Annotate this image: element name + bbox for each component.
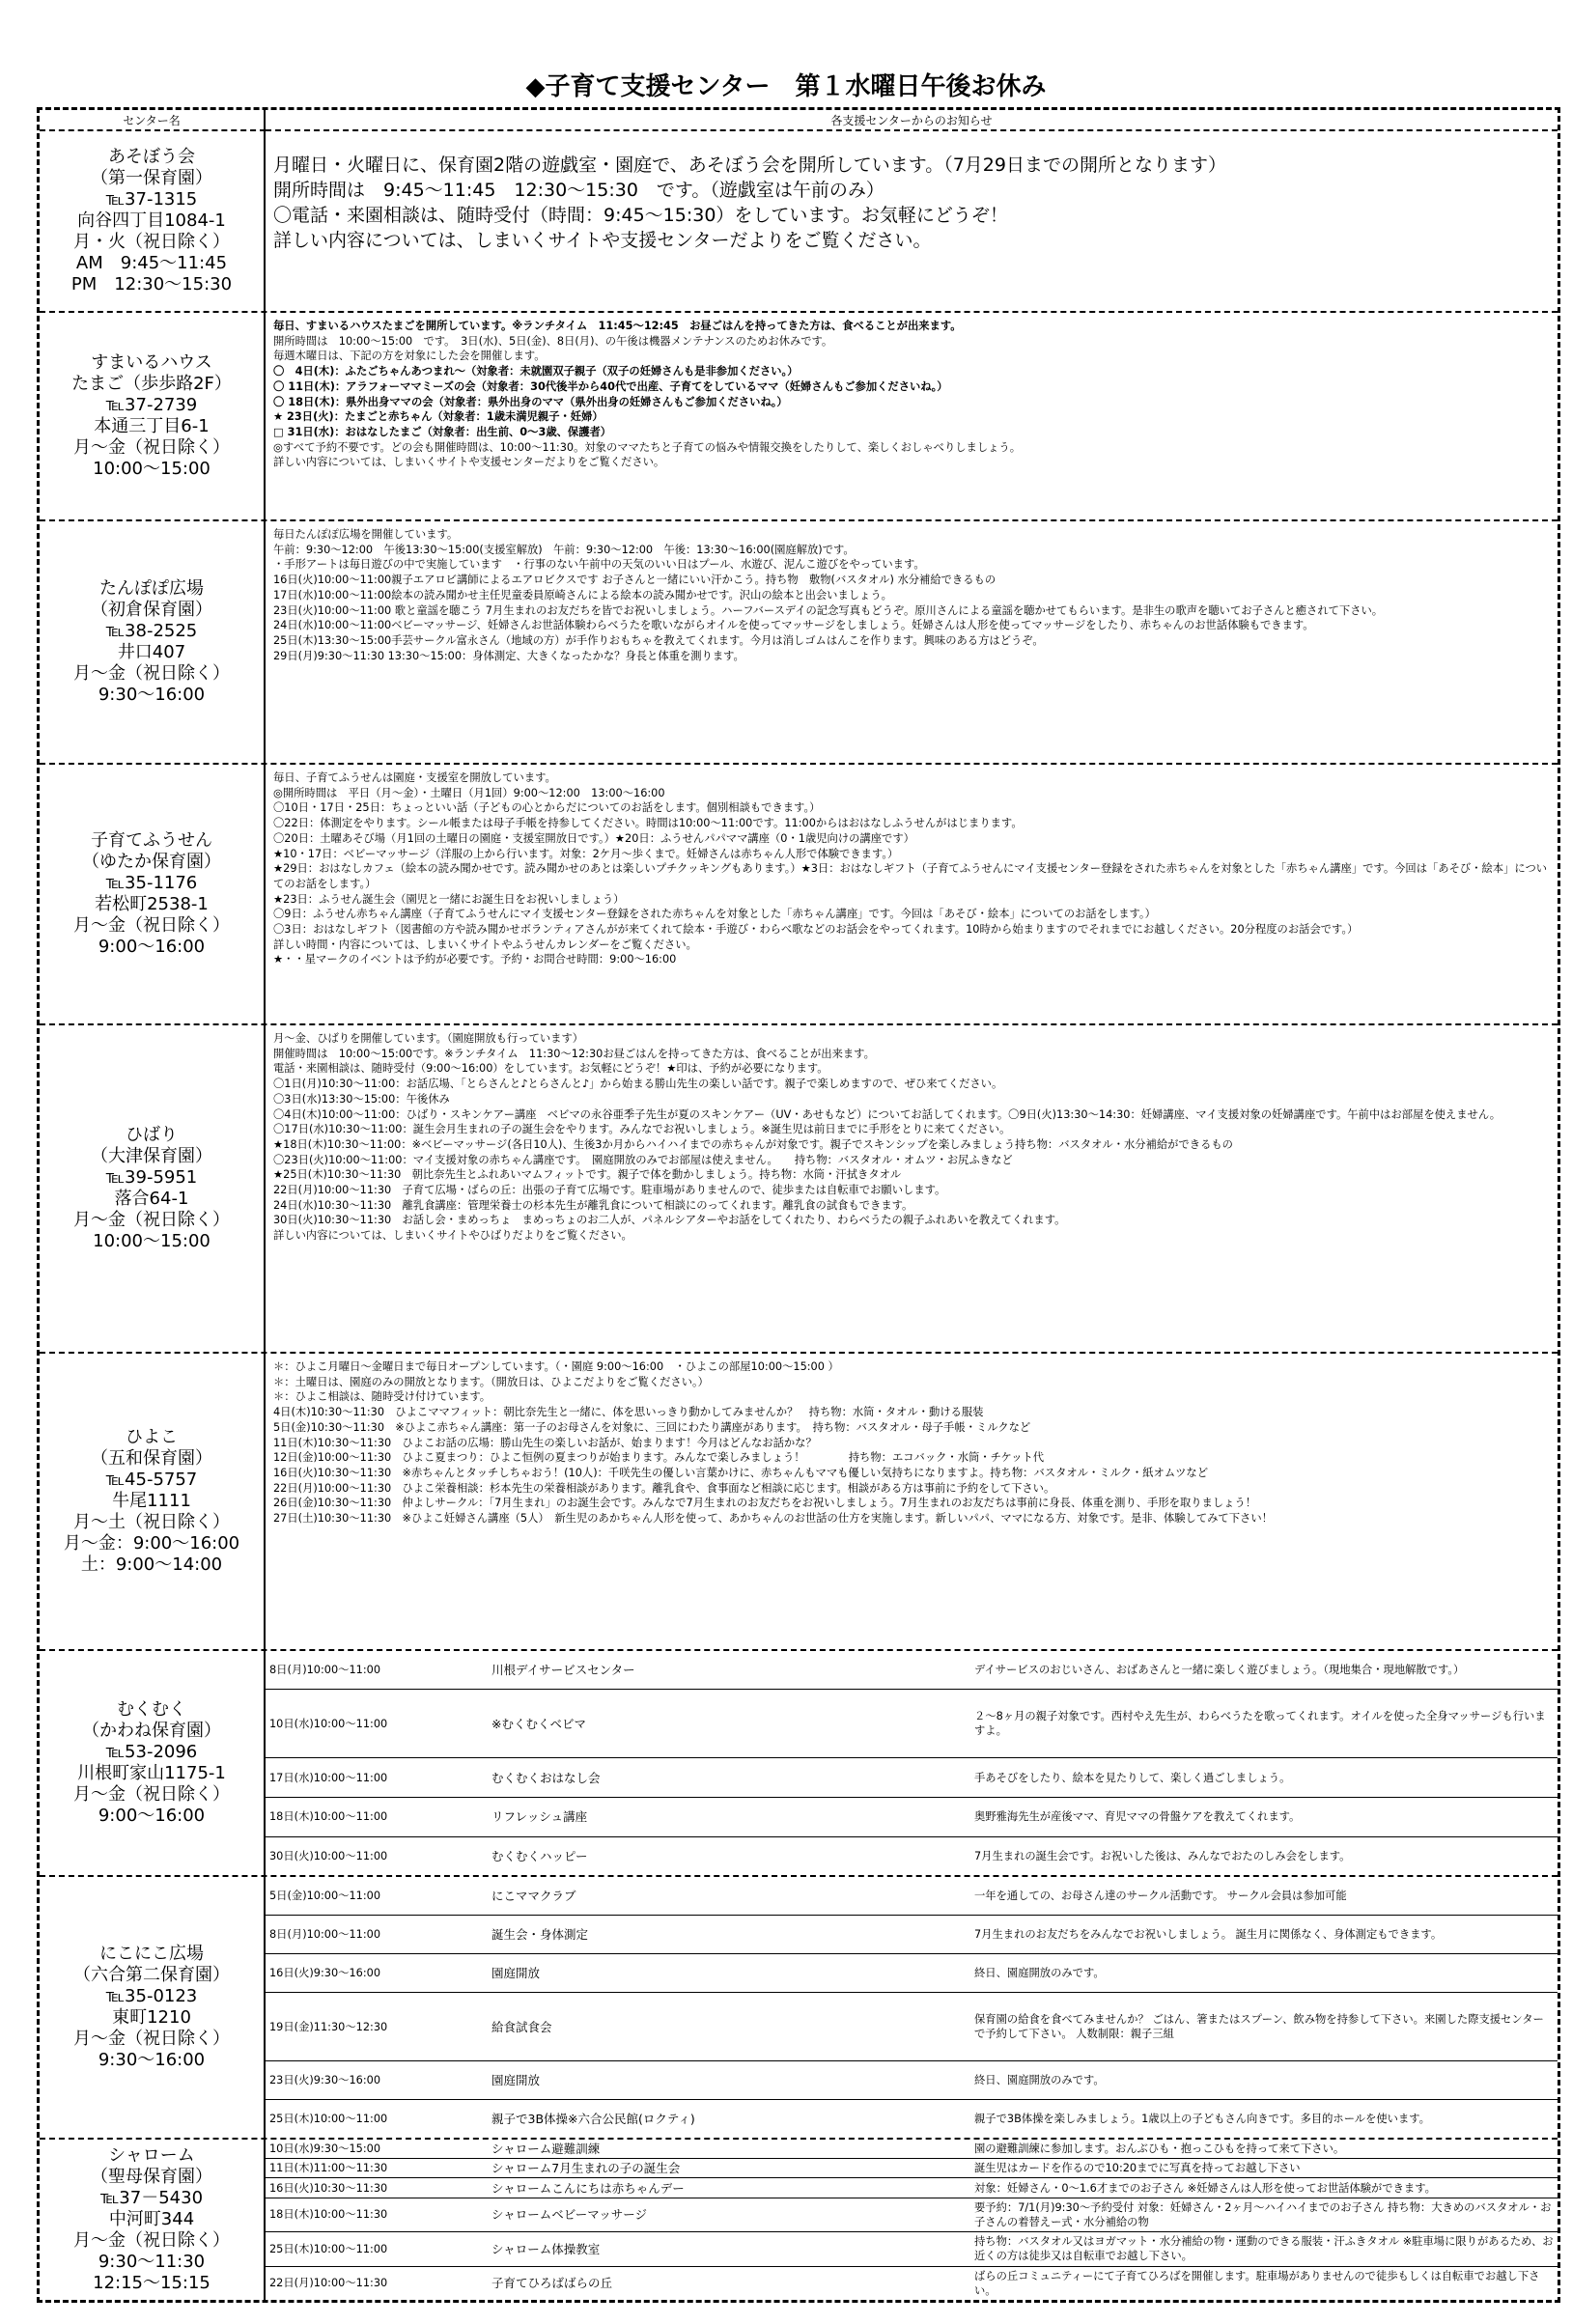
- center-row-nikoniko: [40, 1875, 1558, 2138]
- event-table: [266, 2140, 1558, 2300]
- center-hours: 9:30～11:30: [98, 2252, 206, 2272]
- center-hours: 9:00～16:00: [98, 937, 206, 957]
- center-row-hibari: [40, 1023, 1558, 1352]
- center-address: 川根町家山1175-1: [77, 1763, 226, 1783]
- event-row: [266, 2100, 1558, 2138]
- center-info: [40, 1651, 266, 1875]
- center-nursery: （初倉保育園）: [91, 600, 212, 620]
- center-phone: ℡37-1315: [105, 189, 198, 210]
- notice-line: ◎すべて予約不要です。どの会も開催時間は、10:00～11:30。対象のママたちと子育ての悩みや情報交換をしたりして、楽しくおしゃべりしましょう。: [273, 440, 1022, 454]
- notice-line: 〇9日：ふうせん赤ちゃん講座（子育てふうせんにマイ支援センター登録をされた赤ちゃんを対象とした「赤ちゃん講座」です。今回は「あそび・絵本」についてのお話をします。）: [273, 908, 1156, 921]
- notice-line: 23日(火)10:00～11:00 歌と童謡を聴こう 7月生まれのお友だちを皆でお祝いしましょう。ハーフバースデイの記念写真もどうぞ。原川さんによる童謡を聴かせてもらいます。是非生の歌声を聴いてお子さんと癒されて下さい。: [273, 603, 1384, 617]
- center-phone: ℡53-2096: [105, 1742, 198, 1762]
- notice-line: 29日(月)9:30～11:30 13:30～15:00：身体測定、大きくなったかな？身長と体重を測ります。: [273, 649, 744, 662]
- center-days: 月・火（祝日除く）: [73, 232, 230, 252]
- center-address: 向谷四丁目1084-1: [77, 210, 226, 231]
- event-name: 給食試食会: [488, 1993, 970, 2061]
- center-hours: 9:00～16:00: [98, 1806, 206, 1826]
- notice-line: 毎日、子育てふうせんは園庭・支援室を開放しています。: [273, 771, 556, 784]
- notice-line: 毎週木曜日は、下記の方を対象にした会を開催します。: [273, 350, 546, 363]
- center-info: [40, 521, 266, 763]
- notice-line: 詳しい内容については、しまいくサイトや支援センターだよりをご覧ください。: [273, 456, 665, 469]
- notice-line: ★29日：おはなしカフェ（絵本の読み聞かせです。読み聞かせのあとは楽しいプチクッキングもあります。）★3日：おはなしギフト（子育てふうせんにマイ支援センター登録をされた赤ちゃんを対象とした「赤ちゃん講座」です。今回は「あそび・絵本」についてのお話をします。）: [273, 862, 1548, 890]
- notice-line: ★23日：ふうせん誕生会（園児と一緒にお誕生日をお祝いしましょう）: [273, 892, 625, 906]
- notice-line: 月曜日・火曜日に、保育園2階の遊戯室・園庭で、あそぼう会を開所しています。（7月29日までの開所となります）: [273, 154, 1226, 176]
- notice-line: ★18日(木)10:30～11:00：※ベビーマッサージ(各日10人)、生後3か月からハイハイまでの赤ちゃんが対象です。親子でスキンシップを楽しみましょう持ち物：バスタオル・水分補給ができるもの: [273, 1137, 1233, 1151]
- event-name: シャロームこんにちは赤ちゃんデー: [488, 2178, 970, 2198]
- event-desc: ２～8ヶ月の親子対象です。西村やえ先生が、わらべうたを歌ってくれます。オイルを使った全身マッサージも行いますよ。: [970, 1690, 1558, 1758]
- notice-line: 30日(火)10:30～11:30 お話し会・まめっちょ まめっちょのお二人が、パネルシアターやお話をしてくれたり、わらべうたの親子ふれあいを教えてくれます。: [273, 1214, 1066, 1227]
- center-info: [40, 1877, 266, 2138]
- center-nursery: たまご（歩歩路2F）: [71, 374, 232, 394]
- header-center-name: センター名: [40, 110, 266, 131]
- notice-line: ★10・17日：ベビーマッサージ（洋服の上から行います。対象：2ケ月～歩くまで。妊婦さんは赤ちゃん人形で体験できます。）: [273, 847, 899, 860]
- event-desc: 7月生まれの誕生会です。お祝いした後は、みんなでおたのしみ会をします。: [974, 1849, 1351, 1862]
- event-name: 子育てひろばばらの丘: [491, 2276, 613, 2291]
- notice-line: 月～金、ひばりを開催しています。（園庭開放も行っています）: [273, 1032, 584, 1045]
- center-phone: ℡35-0123: [105, 1986, 198, 2006]
- center-notice: [266, 765, 1558, 1023]
- event-date: 19日(金)11:30～12:30: [266, 1993, 488, 2061]
- event-row: [266, 2159, 1558, 2178]
- notice-line: ◎開所時間は 平日（月～金）・土曜日（月1回）9:00～12:00 13:00～16:00: [273, 786, 665, 799]
- event-row: [266, 1798, 1558, 1837]
- center-days: 月～土（祝日除く）: [73, 1512, 230, 1532]
- event-desc: 対象：妊婦さん・0～1.6才までのお子さん ※妊婦さんは人形を使ってお世話体験ができます。: [970, 2178, 1558, 2198]
- center-nursery: （六合第二保育園）: [73, 1965, 230, 1985]
- notice-line: ＊：土曜日は、園庭のみの開放となります。（開放日は、ひよこだよりをご覧ください。）: [273, 1375, 709, 1388]
- notice-line: 16日(火)10:00～11:00親子エアロビ講師によるエアロビクスです お子さんと一緒にいい汗かこう。持ち物 敷物(バスタオル) 水分補給できるもの: [273, 574, 997, 587]
- event-name: 誕生会・身体測定: [488, 1915, 970, 1953]
- event-desc: 園の避難訓練に参加します。おんぶひも・抱っこひもを持って来て下さい。: [970, 2140, 1558, 2159]
- center-info: [40, 1354, 266, 1649]
- page-title: ◆子育て支援センター 第１水曜日午後お休み: [525, 72, 1047, 101]
- center-days: 月～金（祝日除く）: [73, 663, 230, 684]
- center-hours: AM 9:45～11:45: [75, 253, 228, 273]
- center-days: 月～金（祝日除く）: [73, 1210, 230, 1230]
- center-notice: [266, 1354, 1558, 1649]
- schedule-table: [37, 107, 1560, 2303]
- notice-line: 〇20日：土曜あそび場（月1回の土曜日の園庭・支援室開放日です。）★20日：ふうせんパパママ講座（0・1歳児向けの講座です）: [273, 831, 914, 845]
- center-info: [40, 1025, 266, 1352]
- notice-line: 毎日、すまいるハウスたまごを開所しています。※ランチタイム 11:45～12:45 お昼ごはんを持ってきた方は、食べることが出来ます。: [273, 320, 962, 332]
- event-name: シャローム避難訓練: [488, 2140, 970, 2159]
- event-row: [266, 1758, 1558, 1798]
- event-desc: デイサービスのおじいさん、おばあさんと一緒に楽しく遊びましょう。（現地集合・現地解散です。）: [970, 1651, 1558, 1690]
- notice-line: 開催時間は 10:00～15:00です。※ランチタイム 11:30～12:30お昼ごはんを持ってきた方は、食べることが出来ます。: [273, 1047, 875, 1060]
- event-date: 25日(木)10:00～11:00: [266, 2232, 488, 2266]
- event-date: 25日(木)10:00～11:00: [269, 2113, 388, 2126]
- center-days: 月～金（祝日除く）: [73, 437, 230, 458]
- center-info: [40, 765, 266, 1023]
- center-row-fuusen: [40, 763, 1558, 1023]
- center-address: 落合64-1: [114, 1189, 189, 1209]
- notice-line: 〇 4日(木)：ふたごちゃんあつまれ～（対象者：未就園双子親子（双子の妊婦さんも是非参加ください。）: [273, 365, 799, 378]
- event-desc: 持ち物：バスタオル又はヨガマット・水分補給の物・運動のできる服装・汗ふきタオル ※駐車場に限りがあるため、お近くの方は徒歩又は自転車でお越し下さい。: [970, 2232, 1558, 2266]
- center-notice: [266, 521, 1558, 763]
- notice-line: ★25日(木)10:30～11:30 朝比奈先生とふれあいマムフィットです。親子で体を動かしましょう。持ち物：水筒・汗拭きタオル: [273, 1168, 902, 1182]
- event-name: ※むくむくベビマ: [488, 1690, 970, 1758]
- event-desc: 一年を通しての、お母さん達のサークル活動です。 サークル会員は参加可能: [970, 1877, 1558, 1915]
- notice-line: ★ 23日(火)：たまごと赤ちゃん（対象者：1歳未満児親子・妊婦）: [273, 410, 604, 424]
- center-nursery: （かわね保育園）: [82, 1721, 221, 1741]
- center-days: 月～金（祝日除く）: [73, 1784, 230, 1805]
- notice-line: 22日(月)10:00～11:30 ひよこ栄養相談：杉本先生の栄養相談があります。離乳食や、食事面など相談に応じます。相談がある方は事前に予約をして下さい。: [273, 1481, 1055, 1495]
- header-notice: 各支援センターからのお知らせ: [266, 110, 1558, 131]
- center-name: すまいるハウス: [91, 352, 212, 373]
- event-name: リフレッシュ講座: [488, 1798, 970, 1837]
- notice-line: ＊：ひよこ月曜日～金曜日まで毎日オープンしています。（・園庭 9:00～16:00 ・ひよこの部屋10:00～15:00 ）: [273, 1360, 839, 1373]
- center-nursery: （聖母保育園）: [91, 2167, 212, 2187]
- event-table: [266, 1877, 1558, 2138]
- notice-line: 詳しい時間・内容については、しまいくサイトやふうせんカレンダーをご覧ください。: [273, 938, 697, 951]
- event-date: 16日(火)9:30～16:00: [266, 1954, 488, 1993]
- notice-line: 〇17日(水)10:30～11:00：誕生会月生まれの子の誕生会をやります。みんなでお祝いしましょう。※誕生児は前日までに手形をとりに来てください。: [273, 1123, 1011, 1136]
- center-address: 本通三丁目6-1: [94, 416, 210, 436]
- event-table: [266, 1651, 1558, 1875]
- notice-line: 詳しい内容については、しまいくサイトや支援センターだよりをご覧ください。: [273, 230, 932, 251]
- event-date: 10日(水)10:00～11:00: [266, 1690, 488, 1758]
- notice-line: 24日(水)10:00～11:00ベビーマッサージ、妊婦さんお世話体験わらべうたを歌いながらオイルを使ってマッサージをしましょう。妊婦さんは人形を使ってマッサージをしたり、赤ちゃんのお世話体験もできます。: [273, 619, 1314, 632]
- center-nursery: （第一保育園）: [91, 168, 212, 188]
- notice-line: 25日(木)13:30～15:00手芸サークル富永さん（地域の方）が手作りおもちゃを教えてくれます。今月は消しゴムはんこを作ります。興味のある方はどうぞ。: [273, 633, 1044, 647]
- event-name: シャロームベビーマッサージ: [488, 2198, 970, 2231]
- notice-line: □ 31日(水)：おはなしたまご（対象者：出生前、0～3歳、保護者）: [273, 425, 612, 438]
- event-row: [266, 2060, 1558, 2099]
- notice-line: 開所時間は 10:00～15:00 です。 3日(水)、5日(金)、8日(月)、の午後は機器メンテナンスのためお休みです。: [273, 334, 833, 348]
- event-name: 園庭開放: [488, 1954, 970, 1993]
- center-row-shalom: [40, 2138, 1558, 2300]
- center-name: ひばり: [126, 1125, 178, 1145]
- event-desc: 7月生まれのお友だちをみんなでお祝いしましょう。 誕生月に関係なく、身体測定もできます。: [970, 1915, 1558, 1953]
- center-phone: ℡37－5430: [99, 2188, 204, 2208]
- center-row-asobou: [40, 131, 1558, 311]
- event-row: [266, 1954, 1558, 1993]
- notice-line: 5日(金)10:30～11:30 ※ひよこ赤ちゃん講座：第一子のお母さんを対象に、三回にわたり講座があります。 持ち物：バスタオル・母子手帳・ミルクなど: [273, 1420, 1031, 1434]
- center-name: あそぼう会: [108, 147, 195, 167]
- center-hours: 12:15～15:15: [93, 2273, 211, 2293]
- event-desc: 誕生児はカードを作るので10:20までに写真を持ってお越し下さい: [970, 2159, 1558, 2178]
- notice-line: ★・・星マークのイベントは予約が必要です。予約・お問合せ時間：9:00～16:00: [273, 953, 677, 966]
- event-row: [266, 1651, 1558, 1690]
- event-date: 22日(月)10:00～11:30: [269, 2277, 388, 2290]
- notice-line: 〇電話・来園相談は、随時受付（時間：9:45～15:30）をしています。お気軽にどうぞ！: [273, 205, 1008, 226]
- center-row-tanpopo: [40, 519, 1558, 763]
- notice-line: 27日(土)10:30～11:30 ※ひよこ妊婦さん講座（5人） 新生児のあかちゃん人形を使って、あかちゃんのお世話の仕方を実施します。新しいパパ、ママになる方、対象です。是非、体験してみて下さい！: [273, 1512, 1273, 1526]
- notice-line: 〇1日(月)10:30～11:00：お話広場、「とらさんと♪とらさんと♪」から始まる勝山先生の楽しい話です。親子で楽しめますので、ぜひ来てください。: [273, 1078, 1003, 1091]
- center-phone: ℡39-5951: [105, 1167, 198, 1188]
- center-name: にこにこ広場: [99, 1944, 204, 1964]
- center-info: [40, 2140, 266, 2300]
- event-desc: 奥野雅海先生が産後ママ、育児ママの骨盤ケアを教えてくれます。: [970, 1798, 1558, 1837]
- center-name: ひよこ: [126, 1427, 178, 1447]
- center-phone: ℡35-1176: [105, 873, 198, 893]
- center-hours: 9:30～16:00: [98, 685, 206, 705]
- center-name: むくむく: [117, 1699, 186, 1720]
- center-address: 牛尾1111: [112, 1491, 191, 1511]
- notice-line: 〇3日：おはなしギフト（図書館の方や読み聞かせボランティアさんがが来てくれて絵本・手遊び・わらべ歌などのお話会をやってくれます。10時から始まりますのでそれまでにお越しください。20分程度のお話会です。）: [273, 923, 1359, 937]
- center-nursery: （ゆたか保育園）: [82, 852, 221, 872]
- center-address: 中河町344: [108, 2209, 195, 2229]
- event-date: 23日(火)9:30～16:00: [266, 2060, 488, 2099]
- notice-line: 12日(金)10:00～11:30 ひよこ夏まつり：ひよこ恒例の夏まつりが始まります。みんなで楽しみましょう！ 持ち物：エコバック・水筒・チケット代: [273, 1451, 1045, 1465]
- notice-line: 4日(木)10:30～11:30 ひよこママフィット：朝比奈先生と一緒に、体を思いっきり動かしてみませんか？ 持ち物：水筒・タオル・動ける服装: [273, 1406, 984, 1419]
- event-row: [266, 1690, 1558, 1758]
- event-date: 18日(木)10:00～11:30: [266, 2198, 488, 2231]
- event-date: 16日(火)10:30～11:30: [266, 2178, 488, 2198]
- event-date: 10日(水)9:30～15:00: [266, 2140, 488, 2159]
- center-address: 若松町2538-1: [95, 894, 209, 914]
- event-desc: 親子で3B体操を楽しみましょう。1歳以上の子どもさん向きです。多目的ホールを使います。: [974, 2113, 1430, 2126]
- notice-line: 開所時間は 9:45～11:45 12:30～15:30 です。（遊戯室は午前のみ）: [273, 180, 884, 201]
- event-row: [266, 1993, 1558, 2061]
- notice-line: 〇4日(木)10:00～11:00：ひばり・スキンケアー講座 ベビマの永谷亜季子先生が夏のスキンケアー（UV・あせもなど）についてお話してくれます。〇9日(火)13:30～14:30：妊婦講座、マイ支援対象の妊婦講座です。午前中はお部屋を使えません。: [273, 1107, 1502, 1121]
- event-name: 親子で3B体操※六合公民館(ロクティ): [491, 2112, 695, 2127]
- center-name: 子育てふうせん: [91, 830, 212, 851]
- event-date: 17日(水)10:00～11:00: [266, 1758, 488, 1798]
- center-notice: [266, 313, 1558, 519]
- event-desc: 保育園の給食を食べてみませんか？ ごはん、箸またはスプーン、飲み物を持参して下さい。来園した際支援センターで予約して下さい。 人数制限：親子三組: [970, 1993, 1558, 2061]
- event-row: [266, 2266, 1558, 2300]
- event-name: むくむくおはなし会: [488, 1758, 970, 1798]
- center-name: たんぽぽ広場: [99, 578, 204, 599]
- center-nursery: （五和保育園）: [91, 1448, 212, 1469]
- notice-line: 16日(火)10:30～11:30 ※赤ちゃんとタッチしちゃおう！(10人)：千咲先生の優しい言葉かけに、赤ちゃんもママも優しい気持ちになりますよ。持ち物：バスタオル・ミルク・紙オムツなど: [273, 1466, 1209, 1479]
- notice-line: 〇23日(火)10:00～11:00：マイ支援対象の赤ちゃん講座です。 園庭開放のみでお部屋は使えません。 持ち物：バスタオル・オムツ・お尻ふきなど: [273, 1153, 1013, 1166]
- event-date: 18日(木)10:00～11:00: [266, 1798, 488, 1837]
- notice-line: 〇 18日(木)：県外出身ママの会（対象者：県外出身のママ（県外出身の妊婦さんもご参加くださいね。）: [273, 395, 788, 408]
- center-hours: PM 12:30～15:30: [70, 274, 233, 294]
- event-row: [266, 2232, 1558, 2266]
- center-row-hiyoko: [40, 1352, 1558, 1649]
- center-row-mukumuku: [40, 1649, 1558, 1875]
- center-phone: ℡45-5757: [105, 1470, 198, 1490]
- event-row: [266, 2178, 1558, 2198]
- notice-line: 〇 11日(木)：アラフォーママミーズの会（対象者：30代後半から40代で出産、子育てをしているママ（妊婦さんもご参加くださいね。）: [273, 379, 948, 393]
- notice-line: ＊：ひよこ相談は、随時受け付けています。: [273, 1390, 491, 1404]
- notice-line: 24日(水)10:30～11:30 離乳食講座：管理栄養士の杉本先生が離乳食について相談にのってくれます。離乳食の試食もできます。: [273, 1198, 913, 1212]
- event-desc: 終日、園庭開放のみです。: [970, 1954, 1558, 1993]
- notice-line: 〇3日(水)13:30～15:00：午後休み: [273, 1092, 450, 1106]
- center-name: シャローム: [108, 2145, 195, 2166]
- event-date: 5日(金)10:00～11:00: [266, 1877, 488, 1915]
- center-days: 月～金（祝日除く）: [73, 2230, 230, 2251]
- center-phone: ℡37-2739: [105, 395, 198, 415]
- event-date: 8日(月)10:00～11:00: [266, 1915, 488, 1953]
- center-days: 月～金（祝日除く）: [73, 2029, 230, 2049]
- event-row: [266, 2140, 1558, 2159]
- event-row: [266, 1915, 1558, 1953]
- center-info: [40, 131, 266, 311]
- event-date: 11日(木)11:00～11:30: [266, 2159, 488, 2178]
- center-address: 井口407: [117, 642, 186, 662]
- notice-line: 11日(木)10:30～11:30 ひよこお話の広場：勝山先生の楽しいお話が、始まります！今月はどんなお話かな？: [273, 1436, 817, 1449]
- event-name: にこママクラブ: [488, 1877, 970, 1915]
- notice-line: 午前：9:30～12:00 午後13:30～15:00(支援室解放) 午前：9:30～12:00 午後：13:30～16:00(園庭解放)です。: [273, 543, 855, 556]
- event-row: [266, 2198, 1558, 2231]
- center-notice: [266, 1025, 1558, 1352]
- notice-line: 電話・来園相談は、随時受付（9:00～16:00）をしています。お気軽にどうぞ！★印は、予約が必要になります。: [273, 1062, 828, 1076]
- center-address: 東町1210: [112, 2007, 191, 2028]
- center-hours: 10:00～15:00: [93, 459, 211, 479]
- notice-line: ・手形アートは毎日遊びの中で実施しています ・行事のない午前中の天気のいい日はプール、水遊び、泥んこ遊びをやっています。: [273, 558, 925, 572]
- event-date: 30日(火)10:00～11:00: [269, 1849, 388, 1862]
- event-desc: 要予約：7/1(月)9:30～予約受付 対象：妊婦さん・2ヶ月～ハイハイまでのお子さん 持ち物：大きめのバスタオル・お子さんの着替えー式・水分補給の物: [970, 2198, 1558, 2231]
- notice-line: 22日(月)10:00～11:30 子育て広場・ばらの丘：出張の子育て広場です。駐車場がありませんので、徒歩または自転車でお願いします。: [273, 1184, 946, 1197]
- event-date: 8日(月)10:00～11:00: [266, 1651, 488, 1690]
- event-name: むくむくハッピー: [491, 1848, 588, 1863]
- notice-line: 詳しい内容については、しまいくサイトやひばりだよりをご覧ください。: [273, 1229, 632, 1243]
- center-nursery: （大津保育園）: [91, 1146, 212, 1166]
- center-hours: 9:30～16:00: [98, 2050, 206, 2070]
- event-desc: ばらの丘コミュニティーにて子育てひろばを開催します。駐車場がありませんので徒歩もしくは自転車でお越し下さい。: [974, 2269, 1540, 2297]
- event-desc: 手あそびをしたり、絵本を見たりして、楽しく過ごしましょう。: [970, 1758, 1558, 1798]
- notice-line: 〇10日・17日・25日：ちょっといい話（子どもの心とからだについてのお話をします。個別相談もできます。）: [273, 801, 821, 815]
- center-hours: 月～金：9:00～16:00: [63, 1533, 240, 1554]
- center-phone: ℡38-2525: [105, 621, 198, 641]
- event-name: 川根デイサービスセンター: [488, 1651, 970, 1690]
- event-row: [266, 1877, 1558, 1915]
- center-hours: 10:00～15:00: [93, 1231, 211, 1251]
- event-row: [266, 1836, 1558, 1875]
- event-name: 園庭開放: [488, 2060, 970, 2099]
- notice-line: 毎日たんぽぽ広場を開催しています。: [273, 528, 459, 541]
- center-row-tamago: [40, 311, 1558, 519]
- notice-line: 〇22日：体測定をやります。シール帳または母子手帳を持参してください。時間は10:00～11:00です。11:00からはおはなしふうせんがはじまります。: [273, 817, 1023, 830]
- center-hours: 土：9:00～14:00: [80, 1554, 223, 1575]
- event-desc: 終日、園庭開放のみです。: [970, 2060, 1558, 2099]
- event-name: シャローム体操教室: [488, 2232, 970, 2266]
- center-notice: [266, 131, 1558, 311]
- notice-line: 26日(金)10:30～11:30 仲よしサークル：「7月生まれ」のお誕生会です。みんなで7月生まれのお友だちをお祝いしましょう。7月生まれのお友だちは事前に身長、体重を測り、手形を取りましょう！: [273, 1497, 1257, 1510]
- notice-line: 17日(水)10:00～11:00絵本の読み聞かせ主任児童委員原崎さんによる絵本の読み聞かせです。沢山の絵本と出会いましょう。: [273, 588, 892, 602]
- center-info: [40, 313, 266, 519]
- event-name: シャローム7月生まれの子の誕生会: [488, 2159, 970, 2178]
- center-days: 月～金（祝日除く）: [73, 915, 230, 936]
